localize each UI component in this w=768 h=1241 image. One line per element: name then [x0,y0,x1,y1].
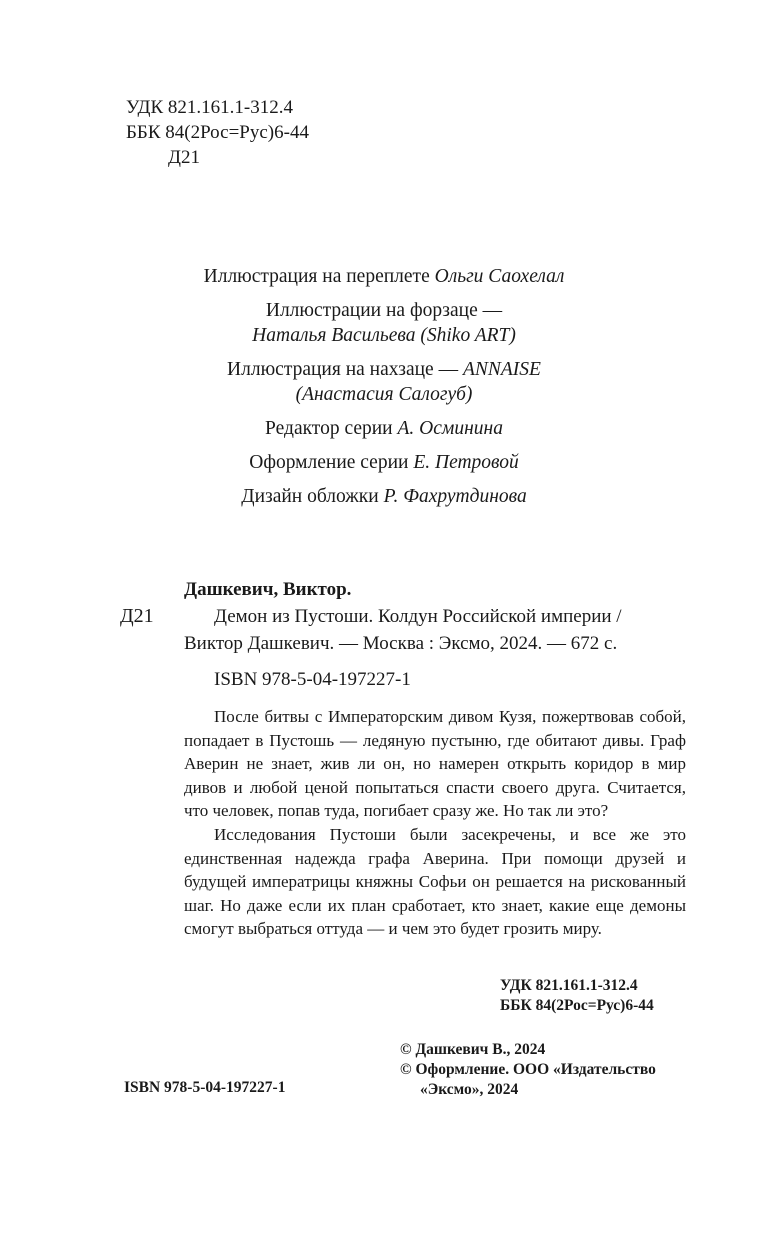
copyright-design-line2: «Эксмо», 2024 [420,1081,519,1098]
credit-back-endpaper-real-name [0,384,768,406]
author-mark: Д21 [168,147,200,168]
credit-label: Оформление серии [249,452,409,473]
credit-name: ANNAISE [462,359,541,380]
annotation-paragraph: После битвы с Императорским дивом Кузя, пожертвовав собой, попадает в Пустошь — ледяную пустыню, где обитают дивы. Граф Аверин не знает, жив ли он, но намерен открыть коридор в мир дивов и любой ценой попытаться спасти своего друга. Считается, что человек, попав туда, погибает сразу же. Но так ли это? [184,707,686,821]
annotation [184,705,686,941]
catalog-mark: Д21 [120,605,154,627]
copyright-design-line1: © Оформление. ООО «Издательство [400,1061,656,1078]
annotation-paragraph: Исследования Пустоши были засекречены, и все же это единственная надежда графа Аверина. При помощи друзей и будущей императрицы княжны Софьи он решается на рискованный шаг. Но даже если их план сработает, кто знает, какие еще демоны смогут выбраться оттуда — и чем это будет грозить миру. [184,824,686,939]
catalog-isbn: ISBN 978-5-04-197227-1 [214,669,411,690]
credit-name: Р. Фахрутдинова [383,486,527,507]
credit-label: Дизайн обложки [241,486,379,507]
copyright-author: © Дашкевич В., 2024 [400,1041,546,1058]
catalog-title-line1: Демон из Пустоши. Колдун Российской империи / [214,606,622,627]
credit-name: А. Осминина [397,418,503,439]
credit-label: Иллюстрация на нахзаце — [227,359,459,380]
credit-back-endpaper [0,359,768,381]
bbk-code: ББК 84(2Рос=Рус)6-44 [126,122,309,143]
credit-series-design [0,452,768,474]
credit-endpaper-artist [0,325,768,347]
credit-label: Редактор серии [265,418,393,439]
udk-code: УДК 821.161.1-312.4 [126,97,293,118]
credit-cover-design [0,486,768,508]
credit-name: Наталья Васильева (Shiko ART) [252,325,516,346]
credit-name: Е. Петровой [413,452,519,473]
credit-series-editor [0,418,768,440]
catalog-title-line2: Виктор Дашкевич. — Москва : Эксмо, 2024. — 672 с. [184,633,618,654]
footer-isbn: ISBN 978-5-04-197227-1 [124,1079,286,1096]
credit-name: Ольги Саохелал [434,266,565,287]
catalog-author-heading: Дашкевич, Виктор. [184,579,352,600]
credit-binding-illustration [0,266,768,288]
credit-label: Иллюстрация на переплете [203,266,430,287]
credit-name: (Анастасия Салогуб) [295,384,473,405]
footer-bbk: ББК 84(2Рос=Рус)6-44 [500,997,654,1014]
credit-endpaper-label: Иллюстрации на форзаце — [265,300,503,321]
footer-udk: УДК 821.161.1-312.4 [500,977,638,994]
